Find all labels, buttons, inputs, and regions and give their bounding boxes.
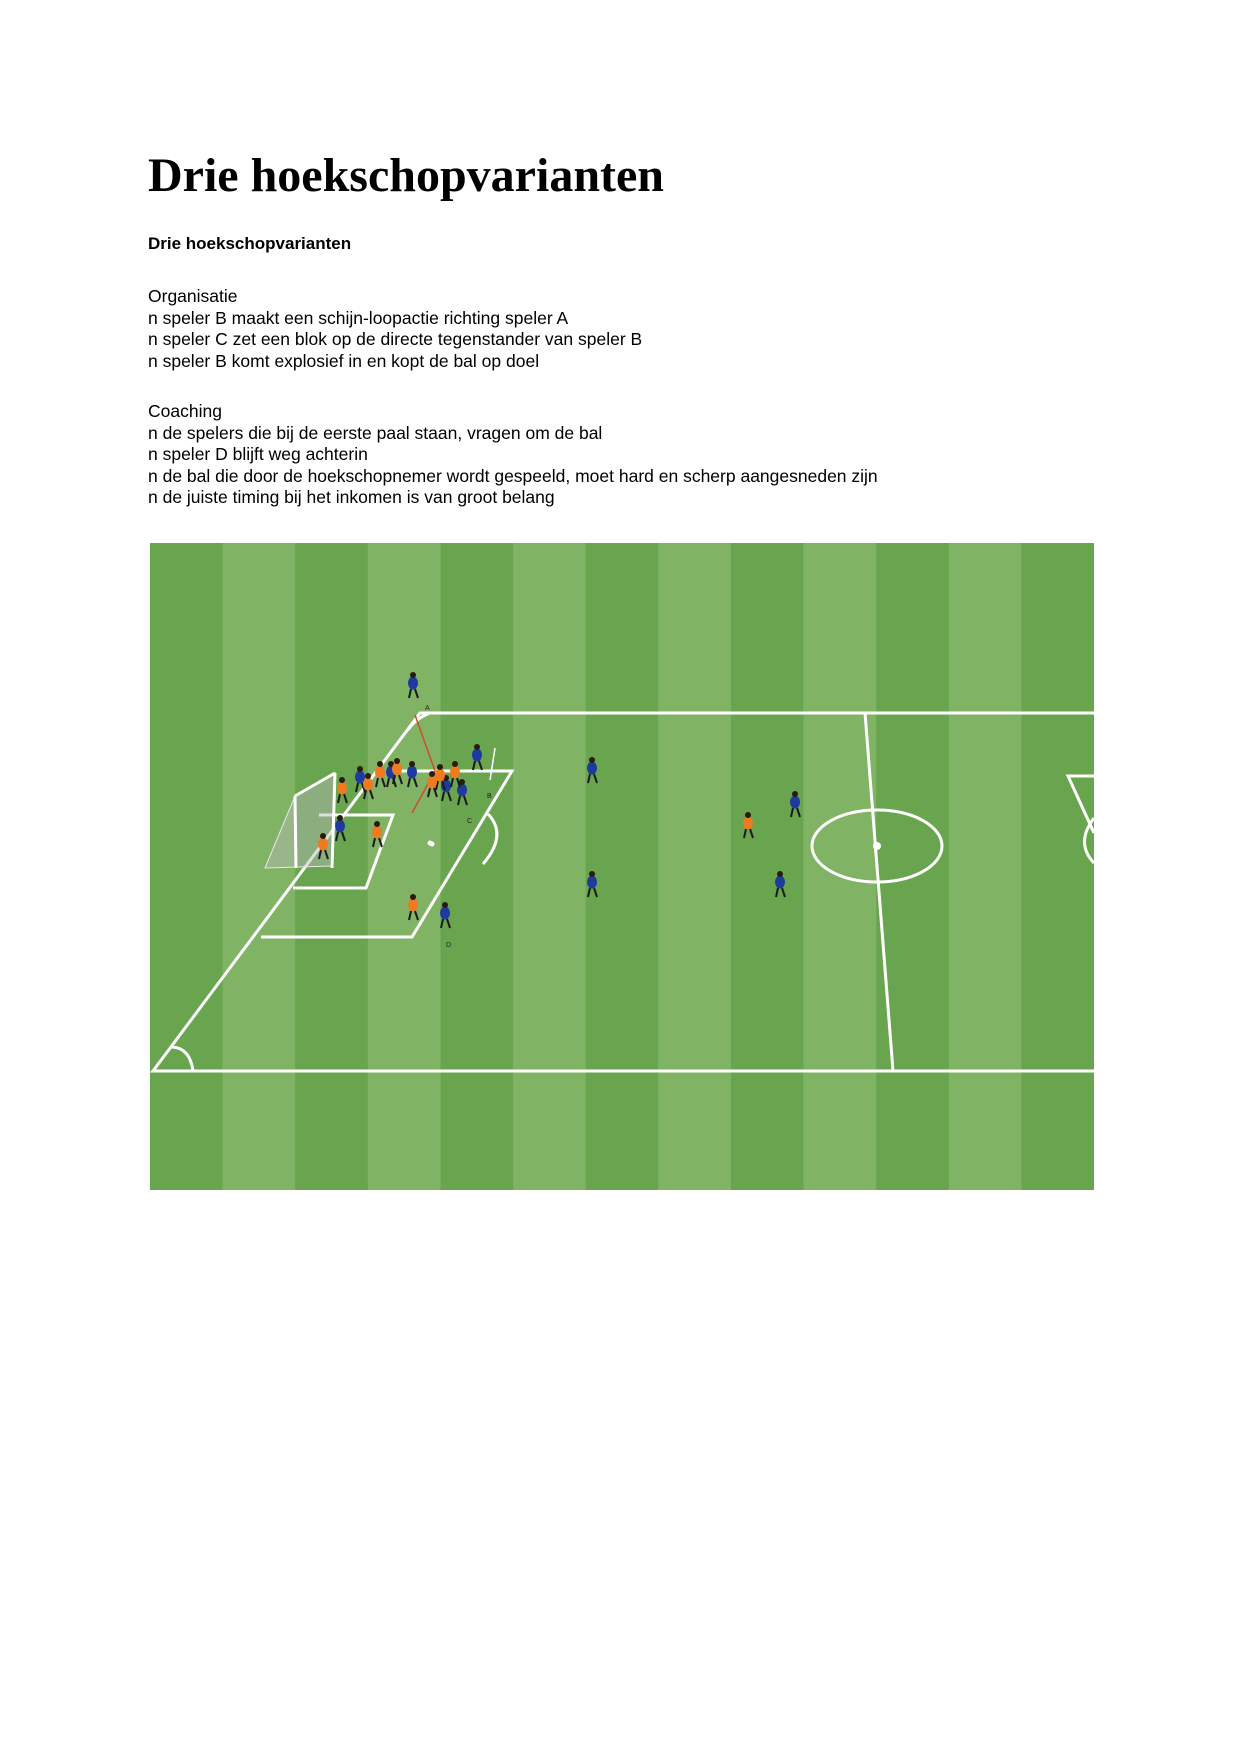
coaching-heading: Coaching [148, 401, 222, 421]
player-head [357, 766, 363, 772]
player-shirt [363, 778, 373, 791]
player-label-a: A [425, 705, 430, 712]
organisatie-line: n speler B komt explosief in en kopt de bal op doel [148, 350, 540, 371]
grass-stripe [731, 543, 805, 1190]
centre-spot [873, 842, 881, 850]
player-label-d: D [446, 942, 452, 949]
player-shirt [775, 876, 785, 889]
player-head [745, 812, 751, 818]
player-label-b: B [487, 793, 492, 800]
grass-stripe [876, 543, 950, 1190]
coaching-line: n de bal die door de hoekschopnemer wordt gespeeld, moet hard en scherp aangesneden zijn [148, 465, 878, 486]
player-label-c: C [467, 818, 473, 825]
player-head [589, 757, 595, 763]
player-shirt [440, 907, 450, 920]
grass-stripe [368, 543, 442, 1190]
player-shirt [337, 782, 347, 795]
grass-stripe [513, 543, 587, 1190]
player-shirt [472, 749, 482, 762]
player-head [442, 902, 448, 908]
pitch-illustration [150, 543, 1094, 1190]
grass-stripe [804, 543, 878, 1190]
player-head [410, 894, 416, 900]
grass-stripe [1021, 543, 1094, 1190]
page-title: Drie hoekschopvarianten [148, 149, 664, 202]
player-shirt [375, 766, 385, 779]
coaching-section [148, 401, 878, 509]
player-head [320, 833, 326, 839]
player-head [792, 791, 798, 797]
grass-stripe [150, 543, 224, 1190]
player-head [437, 764, 443, 770]
ball [428, 841, 433, 846]
subtitle: Drie hoekschopvarianten [148, 234, 352, 253]
grass-stripe [949, 543, 1023, 1190]
player-shirt [743, 817, 753, 830]
grass-stripe [586, 543, 660, 1190]
player-head [777, 871, 783, 877]
organisatie-section [148, 286, 642, 372]
player-head [337, 815, 343, 821]
grass-stripe [658, 543, 732, 1190]
player-shirt [407, 766, 417, 779]
player-shirt [790, 796, 800, 809]
player-head [589, 871, 595, 877]
player-shirt [587, 876, 597, 889]
player-shirt [392, 763, 402, 776]
organisatie-line: n speler B maakt een schijn-loopactie richting speler A [148, 307, 569, 328]
player-head [339, 777, 345, 783]
player-shirt [450, 766, 460, 779]
player-head [429, 771, 435, 777]
player-shirt [318, 838, 328, 851]
player-shirt [587, 762, 597, 775]
player-head [365, 773, 371, 779]
player-head [409, 761, 415, 767]
player-head [394, 758, 400, 764]
organisatie-heading: Organisatie [148, 286, 238, 306]
player-shirt [408, 677, 418, 690]
grass-stripe [441, 543, 515, 1190]
coaching-line: n speler D blijft weg achterin [148, 444, 368, 464]
coaching-line: n de juiste timing bij het inkomen is van groot belang [148, 487, 555, 507]
player-head [474, 744, 480, 750]
corner-kick-diagram [150, 543, 1094, 1190]
player-head [410, 672, 416, 678]
player-shirt [372, 826, 382, 839]
goal-post [295, 796, 296, 868]
organisatie-line: n speler C zet een blok op de directe tegenstander van speler B [148, 329, 643, 349]
player-shirt [335, 820, 345, 833]
player-head [377, 761, 383, 767]
coaching-line: n de spelers die bij de eerste paal staan, vragen om de bal [148, 422, 603, 443]
player-head [374, 821, 380, 827]
player-head [452, 761, 458, 767]
player-shirt [427, 776, 437, 789]
player-shirt [408, 899, 418, 912]
